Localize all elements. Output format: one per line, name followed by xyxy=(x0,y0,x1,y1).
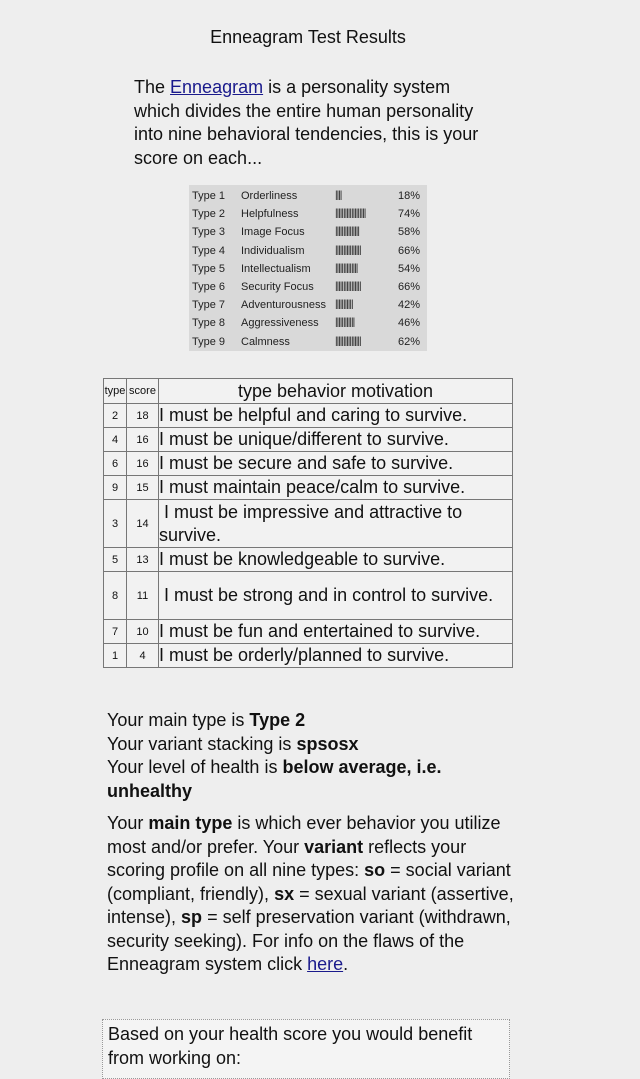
score-percent: 18% xyxy=(397,190,420,202)
score-percent: 46% xyxy=(397,317,420,330)
row-type-cell: 1 xyxy=(104,644,127,668)
result-summary xyxy=(107,709,507,803)
table-row xyxy=(104,644,513,668)
score-percent: 66% xyxy=(397,281,420,293)
row-motivation-cell: I must be orderly/planned to survive. xyxy=(159,644,513,668)
score-trait-name: Orderliness xyxy=(241,190,298,202)
row-type-cell: 9 xyxy=(104,476,127,500)
score-bar: |||||||||||||||| xyxy=(335,281,361,292)
motivation-column-header: type behavior motivation xyxy=(159,379,513,404)
score-trait-name: Individualism xyxy=(241,244,305,257)
score-trait-name: Adventurousness xyxy=(241,299,326,312)
score-row xyxy=(189,314,427,332)
row-score-cell: 4 xyxy=(127,644,159,668)
desc-bold-variant: variant xyxy=(304,836,364,857)
desc-bold-sx: sx xyxy=(274,883,295,904)
score-row xyxy=(189,223,427,241)
score-type-label: Type 8 xyxy=(192,317,226,330)
score-trait-name: Calmness xyxy=(241,335,290,348)
row-type-cell: 3 xyxy=(104,500,127,548)
page-title: Enneagram Test Results xyxy=(210,27,406,47)
row-score-cell: 15 xyxy=(127,476,159,500)
score-trait-name: Helpfulness xyxy=(241,208,299,221)
row-motivation-cell: I must be fun and entertained to survive. xyxy=(159,620,513,644)
row-type-cell: 5 xyxy=(104,548,127,572)
score-type-label: Type 5 xyxy=(192,262,226,275)
row-motivation-cell: I must be strong and in control to survive. xyxy=(159,572,513,620)
score-percent: 42% xyxy=(397,299,420,312)
desc-text: . xyxy=(343,954,349,974)
table-row xyxy=(104,548,513,572)
type-motivation-table xyxy=(103,378,513,668)
score-bar: ||||||||||| xyxy=(335,299,353,311)
score-trait-name: Intellectualism xyxy=(241,262,311,275)
desc-text: is which ever behavior you utilize most and/or prefer. Your xyxy=(107,813,501,857)
variant-line xyxy=(107,733,507,757)
row-type-cell: 7 xyxy=(104,620,127,644)
row-motivation-cell: I must be unique/different to survive. xyxy=(159,428,513,452)
desc-bold-main-type: main type xyxy=(148,813,233,833)
score-trait-name: Aggressiveness xyxy=(241,317,319,330)
health-value: below average, i.e. unhealthy xyxy=(107,757,442,801)
row-score-cell: 11 xyxy=(127,572,159,620)
main-type-label: Your main type is xyxy=(107,710,250,730)
desc-bold-so: so xyxy=(364,860,386,880)
row-type-cell: 4 xyxy=(104,428,127,452)
table-row xyxy=(104,620,513,644)
intro-prefix: The xyxy=(134,77,171,97)
score-column-header: score xyxy=(127,379,159,404)
table-row xyxy=(104,404,513,428)
row-type-cell: 8 xyxy=(104,572,127,620)
score-percent: 54% xyxy=(397,262,420,275)
intro-paragraph xyxy=(134,76,484,170)
score-type-label: Type 3 xyxy=(192,226,226,239)
score-type-label: Type 1 xyxy=(192,190,226,202)
score-percent: 74% xyxy=(397,208,420,221)
row-motivation-cell: I must be helpful and caring to survive. xyxy=(159,404,513,428)
score-type-label: Type 4 xyxy=(192,244,226,257)
row-motivation-cell: I must maintain peace/calm to survive. xyxy=(159,476,513,500)
explanation-paragraph xyxy=(107,812,517,977)
variant-value: spsosx xyxy=(296,733,359,754)
score-bar: |||| xyxy=(335,190,342,201)
score-percent: 58% xyxy=(397,226,420,239)
score-summary-box xyxy=(189,185,427,351)
table-row xyxy=(104,452,513,476)
score-row xyxy=(189,260,427,278)
intro-suffix: is a personality system which divides the entire human personality into nine behavioral tendencies, this is your score on each... xyxy=(134,77,479,168)
score-bar: ||||||||||||||| xyxy=(335,226,359,238)
row-motivation-cell: I must be secure and safe to survive. xyxy=(159,452,513,476)
score-trait-name: Security Focus xyxy=(241,281,314,293)
table-row xyxy=(104,572,513,620)
table-row xyxy=(104,476,513,500)
score-type-label: Type 6 xyxy=(192,281,226,293)
score-row xyxy=(189,333,427,351)
main-type-value: Type 2 xyxy=(249,710,306,730)
score-row xyxy=(189,242,427,260)
table-row xyxy=(104,428,513,452)
score-bar: |||||||||||| xyxy=(335,317,355,329)
desc-text: reflects your scoring profile on all nine types: xyxy=(107,836,467,880)
row-score-cell: 18 xyxy=(127,404,159,428)
score-bar: |||||||||||||||| xyxy=(335,335,361,347)
score-row xyxy=(189,187,427,205)
desc-text: = social variant (compliant, friendly), xyxy=(107,860,511,904)
score-type-label: Type 9 xyxy=(192,335,226,348)
row-type-cell: 2 xyxy=(104,404,127,428)
row-type-cell: 6 xyxy=(104,452,127,476)
score-percent: 66% xyxy=(397,244,420,257)
desc-text: Your xyxy=(107,813,149,833)
health-label: Your level of health is xyxy=(107,757,283,777)
score-row xyxy=(189,205,427,223)
row-score-cell: 16 xyxy=(127,428,159,452)
variant-label: Your variant stacking is xyxy=(107,733,297,754)
desc-text: = sexual variant (assertive, intense), xyxy=(107,883,514,927)
type-column-header: type xyxy=(104,379,127,404)
benefit-box: Based on your health score you would benefit from working on: xyxy=(102,1019,510,1079)
table-row xyxy=(104,500,513,548)
health-line xyxy=(107,756,507,803)
row-score-cell: 16 xyxy=(127,452,159,476)
desc-bold-sp: sp xyxy=(181,907,203,927)
main-type-line xyxy=(107,709,507,733)
row-score-cell: 14 xyxy=(127,500,159,548)
row-motivation-cell: I must be impressive and attractive to survive. xyxy=(159,500,513,548)
score-trait-name: Image Focus xyxy=(241,226,305,239)
score-row xyxy=(189,296,427,314)
row-score-cell: 13 xyxy=(127,548,159,572)
score-row xyxy=(189,278,427,296)
desc-text: = self preservation variant (withdrawn, security seeking). For info on the flaws of the Enneagram system click xyxy=(107,907,511,974)
enneagram-link[interactable]: Enneagram xyxy=(170,77,264,97)
score-type-label: Type 7 xyxy=(192,299,226,312)
score-type-label: Type 2 xyxy=(192,208,226,221)
score-percent: 62% xyxy=(397,335,420,348)
score-bar: |||||||||||||||| xyxy=(335,244,361,256)
score-bar: ||||||||||||||||||| xyxy=(335,208,366,220)
row-motivation-cell: I must be knowledgeable to survive. xyxy=(159,548,513,572)
score-bar: |||||||||||||| xyxy=(335,262,358,274)
flaws-here-link[interactable]: here xyxy=(307,954,344,974)
row-score-cell: 10 xyxy=(127,620,159,644)
